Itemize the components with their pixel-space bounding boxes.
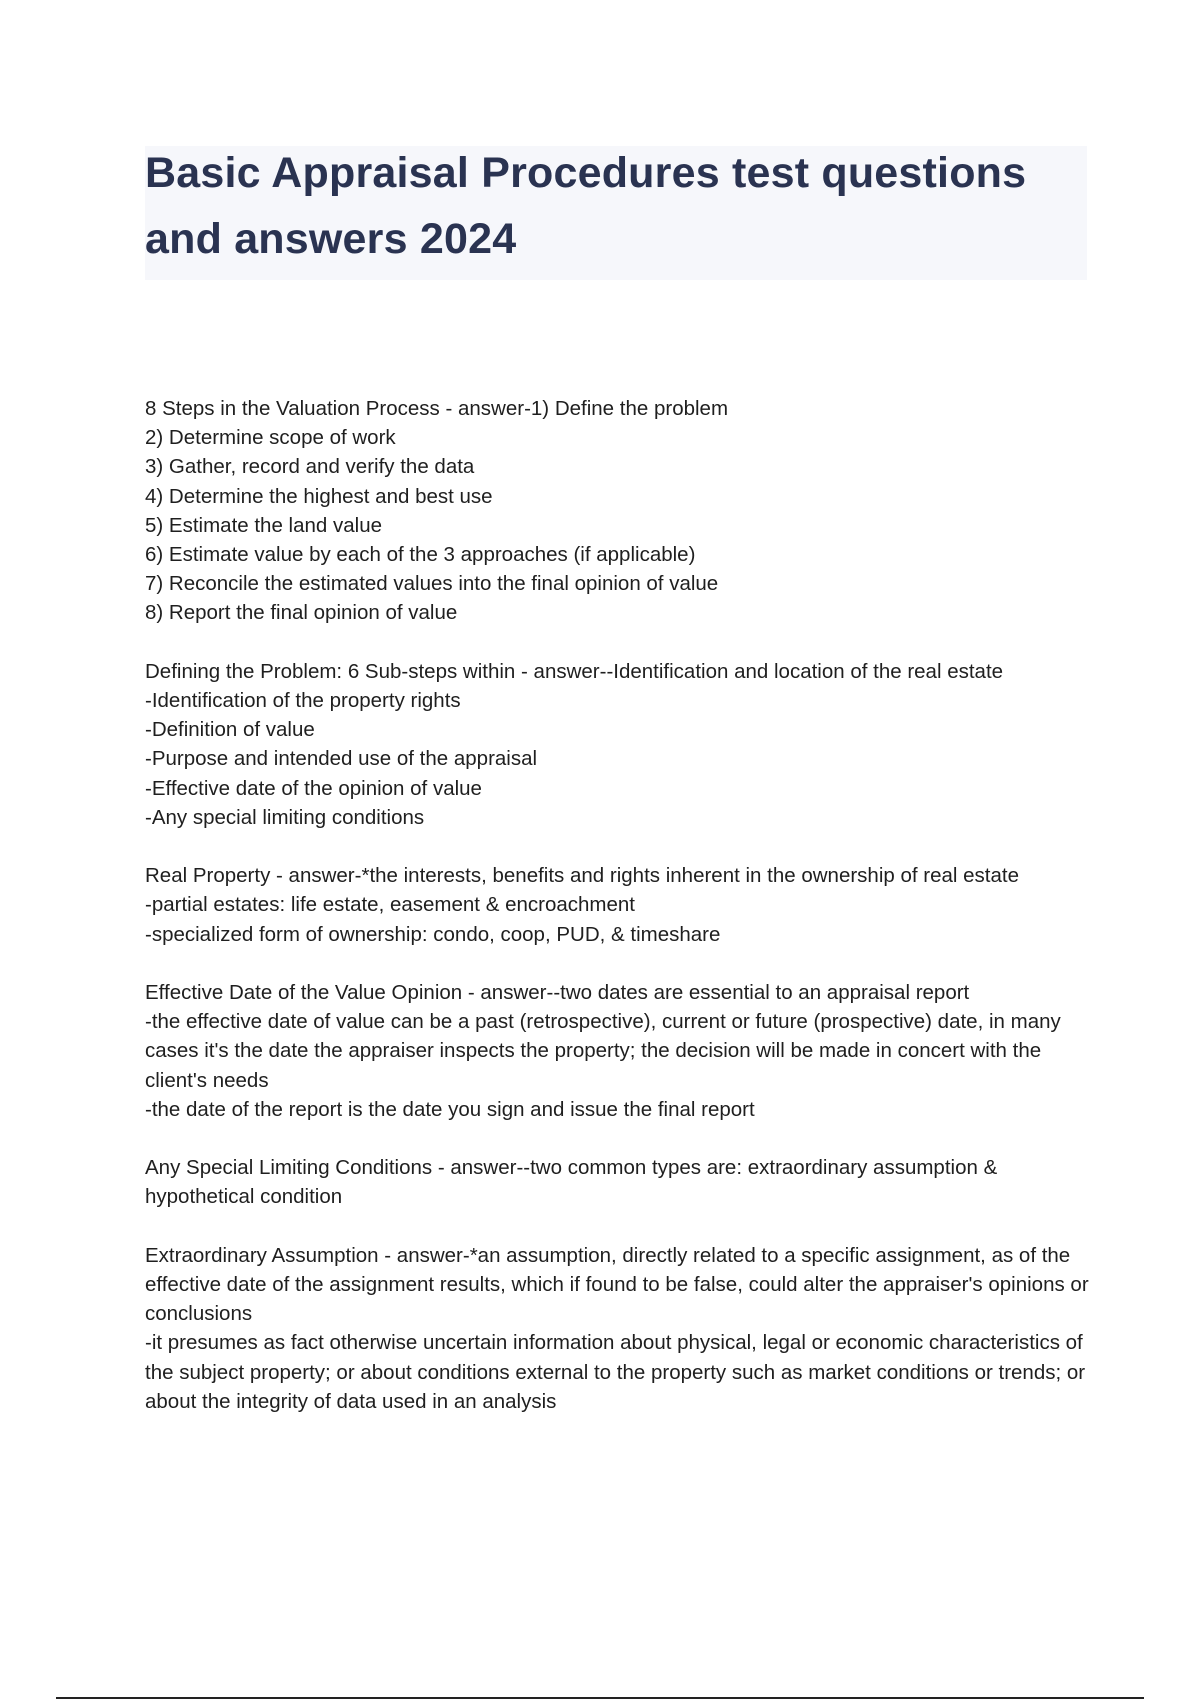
qa-list [145,394,1095,1445]
qa-line: Extraordinary Assumption - answer-*an assumption, directly related to a specific assignment, as of the effective date of the assignment results, which if found to be false, could alter the appraiser's opinions or conclusions [145,1243,1089,1326]
qa-line: -partial estates: life estate, easement & encroachment [145,893,635,917]
qa-item-valuation-steps [145,394,1095,628]
qa-line: 2) Determine scope of work [145,426,396,450]
qa-line: -Any special limiting conditions [145,805,425,829]
qa-line: 8) Report the final opinion of value [145,601,458,625]
qa-item-effective-date [145,978,1095,1124]
qa-line: Real Property - answer-*the interests, benefits and rights inherent in the ownership of real estate [145,864,1019,888]
qa-item-extraordinary-assumption [145,1241,1095,1416]
qa-line: -the date of the report is the date you sign and issue the final report [145,1097,755,1121]
qa-line: -specialized form of ownership: condo, coop, PUD, & timeshare [145,922,721,946]
page-title [145,140,1087,272]
qa-line: -the effective date of value can be a past (retrospective), current or future (prospective) date, in many cases it's the date the appraiser inspects the property; the decision will be made in concert with the client's needs [145,1010,1061,1092]
qa-line: 3) Gather, record and verify the data [145,455,475,479]
qa-line: 8 Steps in the Valuation Process - answer-1) Define the problem [145,397,729,420]
qa-line: -Identification of the property rights [145,689,461,713]
qa-item-real-property [145,861,1095,949]
qa-line: 6) Estimate value by each of the 3 approaches (if applicable) [145,543,696,567]
footer-divider [56,1697,1144,1699]
qa-line: -Purpose and intended use of the appraisal [145,747,538,771]
qa-item-defining-problem [145,657,1095,832]
qa-line: -Effective date of the opinion of value [145,776,482,800]
qa-line: Any Special Limiting Conditions - answer--two common types are: extraordinary assumption & hypothetical condition [145,1156,998,1209]
qa-line: Effective Date of the Value Opinion - answer--two dates are essential to an appraisal report [145,981,970,1005]
qa-item-limiting-conditions [145,1153,1095,1211]
qa-line: 7) Reconcile the estimated values into the final opinion of value [145,572,719,596]
qa-line: -Definition of value [145,718,315,742]
qa-line: 5) Estimate the land value [145,513,383,537]
qa-line: Defining the Problem: 6 Sub-steps within - answer--Identification and location of the real estate [145,659,1004,683]
title-line-2: and answers 2024 [145,215,517,263]
qa-line: -it presumes as fact otherwise uncertain information about physical, legal or economic characteristics of the subject property; or about conditions external to the property such as market conditions or trends; or about the integrity of data used in an analysis [145,1331,1086,1413]
qa-line: 4) Determine the highest and best use [145,484,493,508]
title-line-1: Basic Appraisal Procedures test questions [145,149,1027,197]
